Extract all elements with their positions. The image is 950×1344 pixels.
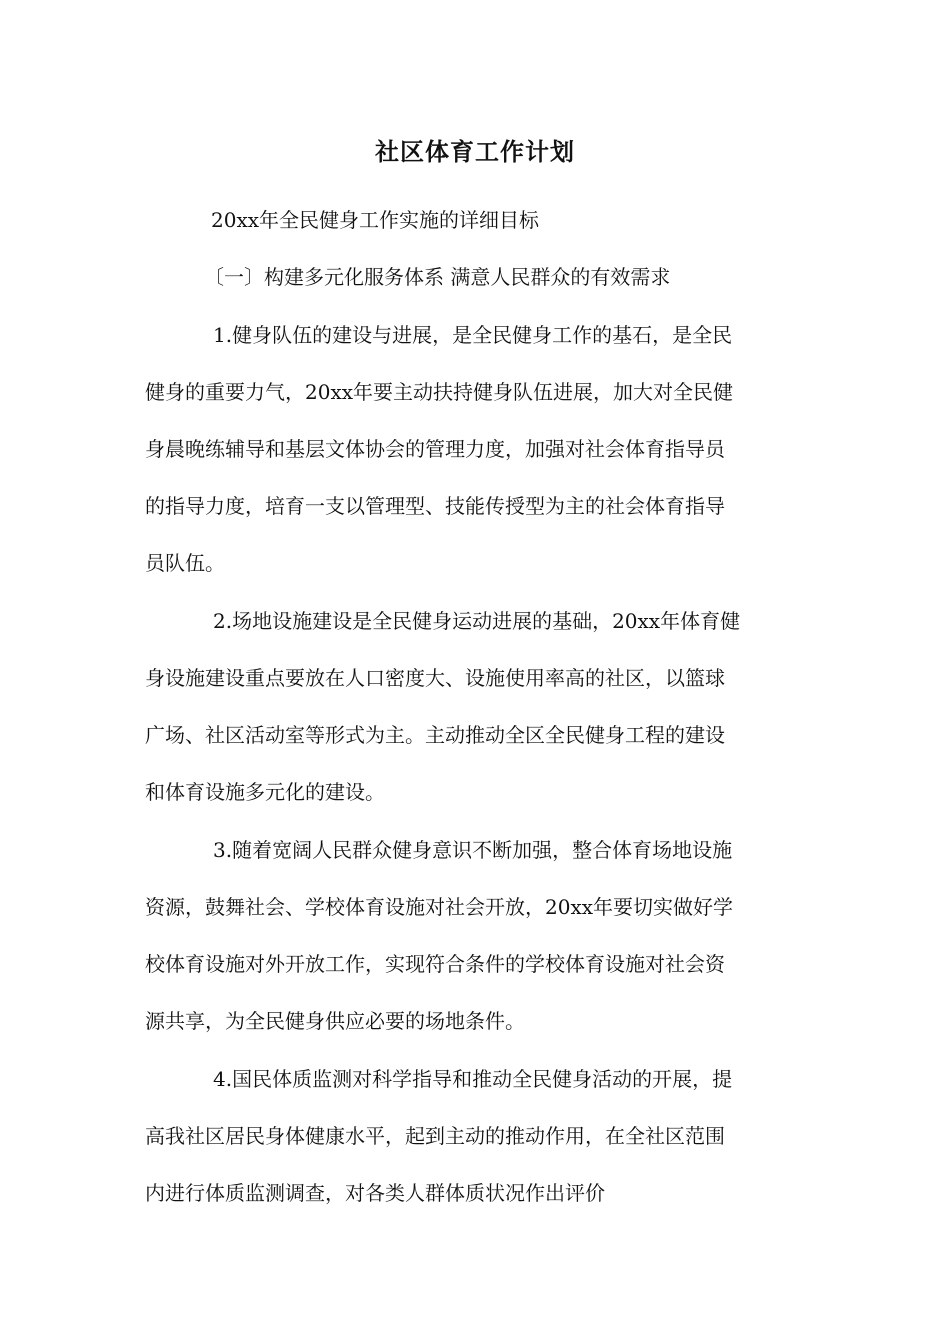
paragraph-2-line-2: 身设施建设重点要放在人口密度大、设施使用率高的社区，以篮球 — [145, 666, 725, 690]
paragraph-2-line-4: 和体育设施多元化的建设。 — [145, 780, 385, 804]
paragraph-2-line-1: 2.场地设施建设是全民健身运动进展的基础，20xx年体育健 — [213, 609, 741, 633]
paragraph-1-line-3: 身晨晚练辅导和基层文体协会的管理力度，加强对社会体育指导员 — [145, 437, 725, 461]
paragraph-1-line-4: 的指导力度，培育一支以管理型、技能传授型为主的社会体育指导 — [145, 494, 725, 518]
paragraph-1-line-5: 员队伍。 — [145, 551, 225, 575]
paragraph-3-line-3: 校体育设施对外开放工作，实现符合条件的学校体育设施对社会资 — [145, 952, 725, 976]
section-heading: 〔一〕构建多元化服务体系 满意人民群众的有效需求 — [204, 265, 671, 289]
subtitle: 20xx年全民健身工作实施的详细目标 — [211, 208, 540, 232]
paragraph-4-line-3: 内进行体质监测调查，对各类人群体质状况作出评价 — [145, 1181, 605, 1205]
paragraph-4-line-2: 高我社区居民身体健康水平，起到主动的推动作用，在全社区范围 — [145, 1124, 725, 1148]
paragraph-1-line-1: 1.健身队伍的建设与进展，是全民健身工作的基石，是全民 — [213, 323, 733, 347]
paragraph-3-line-1: 3.随着宽阔人民群众健身意识不断加强，整合体育场地设施 — [213, 838, 733, 862]
paragraph-3-line-4: 源共享，为全民健身供应必要的场地条件。 — [145, 1009, 525, 1033]
paragraph-3-line-2: 资源，鼓舞社会、学校体育设施对社会开放，20xx年要切实做好学 — [145, 895, 734, 919]
paragraph-2-line-3: 广场、社区活动室等形式为主。主动推动全区全民健身工程的建设 — [145, 723, 725, 747]
page-title: 社区体育工作计划 — [375, 137, 575, 166]
paragraph-4-line-1: 4.国民体质监测对科学指导和推动全民健身活动的开展，提 — [213, 1067, 733, 1091]
paragraph-1-line-2: 健身的重要力气，20xx年要主动扶持健身队伍进展，加大对全民健 — [145, 380, 734, 404]
